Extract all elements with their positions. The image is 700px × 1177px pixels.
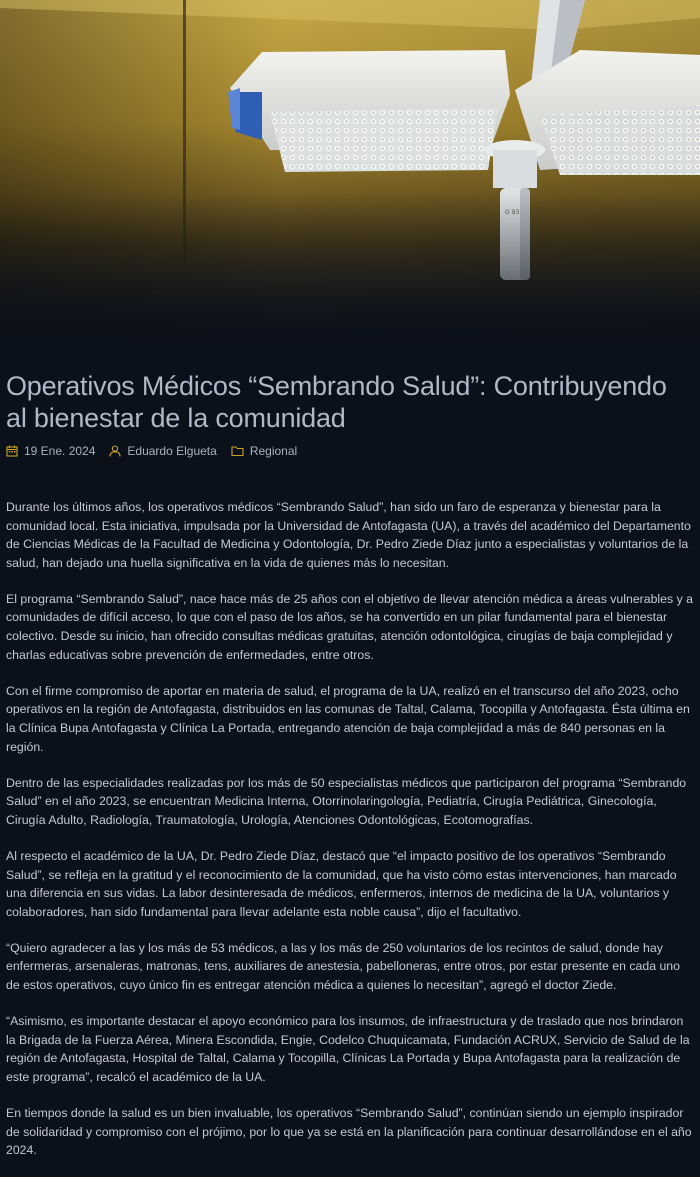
meta-date: [6, 444, 95, 458]
meta-category-text[interactable]: Regional: [249, 444, 298, 458]
calendar-icon: [6, 445, 18, 457]
folder-icon: [231, 445, 244, 457]
meta-date-text: 19 Ene. 2024: [24, 444, 96, 458]
hero-image: [0, 0, 700, 350]
article-body: [6, 498, 694, 1177]
meta-category[interactable]: [231, 444, 297, 458]
article-meta: [6, 442, 311, 460]
article-paragraph: Dentro de las especialidades realizadas por los más de 50 especialistas médicos que participaron del programa “Sembrando Salud” en el año 2023, se encuentran Medicina Interna, Otorrinolaringología, Pediatría, Cirugía Pediátrica, Ginecología, Cirugía Adulto, Radiología, Traumatología, Urología, Atenciones Odontológicas, Ecotomografías.: [6, 775, 687, 827]
user-icon: [109, 445, 121, 457]
article-paragraph: El programa “Sembrando Salud”, nace hace más de 25 años con el objetivo de llevar atención médica a áreas vulnerables y a comunidades de difícil acceso, lo que con el paso de los años, se ha convertido en un pilar fundamental para el bienestar colectivo. Desde su inicio, han ofrecido consultas médicas gratuitas, atención odontológica, cirugías de baja complejidad y charlas educativas sobre prevención de enfermedades, entre otros.: [6, 591, 693, 662]
meta-author[interactable]: [109, 444, 216, 458]
article-paragraph: “Quiero agradecer a las y los más de 53 médicos, a las y los más de 250 voluntarios de los recintos de salud, donde hay enfermeras, arsenaleras, matronas, tens, auxiliares de anestesia, pabelloneras, entre otros, por estar presente en cada uno de estos operativos, cuyo único fin es entregar atención médica a quienes lo necesitan”, agregó el doctor Ziede.: [6, 940, 680, 992]
article-paragraph: Al respecto el académico de la UA, Dr. Pedro Ziede Díaz, destacó que “el impacto positivo de los operativos “Sembrando Salud”, se refleja en la gratitud y el reconocimiento de la comunidad, que ha visto cómo estas intervenciones, han marcado una diferencia en sus vidas. La labor desinteresada de médicos, enfermeros, internos de medicina de la UA, voluntarios y colaboradores, han sido fundamental para llevar adelante esta noble causa”, dijo el facultativo.: [6, 848, 677, 919]
article-paragraph: Durante los últimos años, los operativos médicos “Sembrando Salud”, han sido un faro de esperanza y bienestar para la comunidad local. Esta iniciativa, impulsada por la Universidad de Antofagasta (UA), a través del académico del Departamento de Ciencias Médicas de la Facultad de Medicina y Odontología, Dr. Pedro Ziede Díaz junto a especialistas y voluntarios de la salud, han dejado una huella significativa en la vida de quienes más lo necesitan.: [6, 500, 691, 570]
article-title: Operativos Médicos “Sembrando Salud”: Contribuyendo al bienestar de la comunidad: [6, 371, 667, 433]
meta-author-text[interactable]: Eduardo Elgueta: [127, 444, 217, 458]
surgical-lamp-photo: [0, 0, 700, 350]
article-paragraph: En tiempos donde la salud es un bien invaluable, los operativos “Sembrando Salud”, continúan siendo un ejemplo inspirador de solidaridad y compromiso con el prójimo, por lo que ya se está en la planificación para continuar desarrollándose en el año 2024.: [6, 1105, 692, 1158]
article-paragraph: “Asimismo, es importante destacar el apoyo económico para los insumos, de infraestructura y de traslado que nos brindaron la Brigada de la Fuerza Aérea, Minera Escondida, Engie, Codelco Chuquicamata, Fundación ACRUX, Servicio de Salud de la región de Antofagasta, Hospital de Taltal, Calama y Tocopilla, Clínicas La Portada y Bupa Antofagasta para la realización de este programa”, recalcó el académico de la UA.: [6, 1014, 690, 1084]
article-paragraph: Con el firme compromiso de aportar en materia de salud, el programa de la UA, realizó en el transcurso del año 2023, ocho operativos en la región de Antofagasta, distribuidos en las comunas de Taltal, Calama, Tocopilla y Antofagasta. Ésta última en la Clínica Bupa Antofagasta y Clínica La Portada, entregando atención de baja complejidad a más de 840 personas en la región.: [6, 683, 690, 754]
